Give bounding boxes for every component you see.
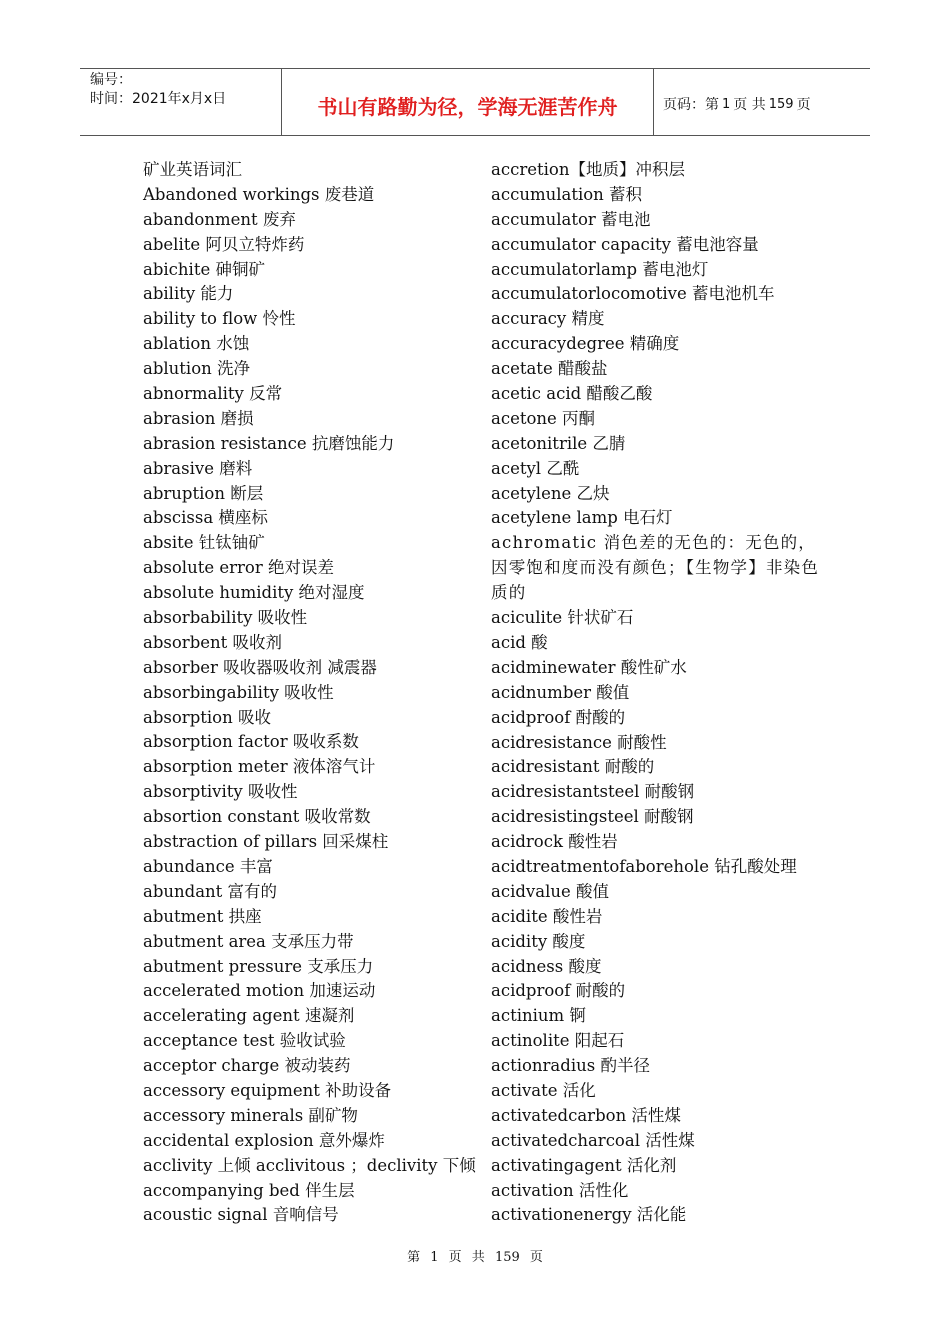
glossary-entry: abundant 富有的: [143, 881, 278, 901]
glossary-entry: accelerating agent 速凝剂: [143, 1006, 355, 1026]
glossary-entry: accumulator 蓄电池: [491, 209, 651, 229]
glossary-entry: accretion【地质】冲积层: [491, 160, 685, 179]
glossary-entry: 矿业英语词汇: [143, 160, 242, 179]
glossary-column-right: [491, 158, 821, 1228]
glossary-entry: accelerated motion 加速运动: [143, 981, 376, 1001]
glossary-entry: achromatic 消色差的无色的：无色的，因零饱和度而没有颜色；【生物学】非染色质的: [491, 533, 820, 603]
glossary-entry: acetate 醋酸盐: [491, 359, 608, 379]
glossary-entry: acidresistantsteel 耐酸钢: [491, 782, 695, 802]
glossary-entry: abruption 断层: [143, 483, 264, 503]
footer-first: 第: [407, 1250, 421, 1265]
glossary-entry: acoustic signal 音响信号: [143, 1205, 339, 1225]
glossary-entry: acidresistingsteel 耐酸钢: [491, 807, 694, 827]
glossary-entry: accumulatorlamp 蓄电池灯: [491, 259, 709, 279]
glossary-entry: aciculite 针状矿石: [491, 608, 634, 628]
glossary-entry: accumulatorlocomotive 蓄电池机车: [491, 284, 775, 304]
glossary-entry: absite 钍钛铀矿: [143, 533, 265, 553]
glossary-entry: absortion constant 吸收常数: [143, 807, 371, 827]
glossary-entry: acid 酸: [491, 632, 548, 652]
glossary-entry: actinium 锕: [491, 1006, 586, 1026]
glossary-entry: abscissa 横座标: [143, 508, 268, 528]
glossary-entry: abichite 砷铜矿: [143, 259, 265, 279]
glossary-entry: accessory equipment 补助设备: [143, 1080, 392, 1100]
page-footer: [0, 1246, 950, 1265]
glossary-entry: ablation 水蚀: [143, 334, 250, 354]
glossary-entry: acclivity 上倾 acclivitous ；declivity 下倾: [143, 1155, 476, 1175]
glossary-entry: abandonment 废弃: [143, 209, 296, 229]
glossary-entry: activation 活性化: [491, 1180, 629, 1200]
doc-code-label: 编号：: [90, 72, 132, 88]
footer-total-word: 共: [471, 1250, 485, 1265]
glossary-entry: actionradius 酌半径: [491, 1056, 650, 1076]
glossary-column-left: [143, 158, 476, 1228]
glossary-entry: activatingagent 活化剂: [491, 1155, 677, 1175]
glossary-entry: acceptance test 验收试验: [143, 1031, 346, 1051]
glossary-entry: accuracy 精度: [491, 309, 605, 329]
glossary-entry: Abandoned workings 废巷道: [143, 184, 375, 204]
glossary-entry: abrasion resistance 抗磨蚀能力: [143, 433, 395, 453]
glossary-entry: acidresistance 耐酸性: [491, 732, 667, 752]
header-motto: 书山有路勤为径，学海无涯苦作舟: [282, 69, 654, 135]
header-meta: [80, 69, 282, 135]
glossary-entry: absorbingability 吸收性: [143, 682, 334, 702]
glossary-entry: acidproof 酎酸的: [491, 707, 626, 727]
glossary-entry: ablution 洗净: [143, 359, 251, 379]
glossary-entry: abundance 丰富: [143, 856, 273, 876]
glossary-entry: activatedcarbon 活性煤: [491, 1105, 681, 1125]
glossary-entry: activate 活化: [491, 1081, 596, 1100]
glossary-entry: absorber 吸收器吸收剂 减震器: [143, 657, 377, 677]
glossary-entry: accumulation 蓄积: [491, 184, 643, 204]
glossary-entry: acidminewater 酸性矿水: [491, 657, 687, 677]
glossary-entry: acidity 酸度: [491, 931, 586, 951]
glossary-entry: acidresistant 耐酸的: [491, 757, 655, 777]
glossary-entry: acidvalue 酸值: [491, 881, 609, 901]
glossary-entry: abutment pressure 支承压力: [143, 956, 374, 976]
glossary-entry: acetonitrile 乙腈: [491, 433, 626, 453]
glossary-entry: ability 能力: [143, 284, 234, 304]
footer-end-word: 页: [529, 1250, 543, 1265]
glossary-entry: acidproof 耐酸的: [491, 981, 626, 1001]
glossary-entry: acidrock 酸性岩: [491, 832, 618, 852]
footer-page-word: 页: [448, 1250, 462, 1265]
page-number: 1: [722, 96, 731, 112]
glossary-entry: abutment 拱座: [143, 906, 262, 926]
glossary-entry: accidental explosion 意外爆炸: [143, 1130, 385, 1150]
glossary-entry: acidite 酸性岩: [491, 906, 603, 926]
glossary-entry: acidness 酸度: [491, 956, 602, 976]
glossary-entry: absorption 吸收: [143, 707, 271, 727]
doc-time-label: 时间：2021年x月x日: [90, 91, 227, 107]
glossary-entry: acetic acid 醋酸乙酸: [491, 384, 653, 404]
footer-total-pages: 159: [494, 1250, 520, 1265]
header-page-info: [654, 69, 870, 135]
glossary-entry: acetylene lamp 电石灯: [491, 508, 673, 528]
page-prefix: 页码：第: [663, 97, 719, 113]
page-mid: 页 共: [733, 97, 766, 113]
glossary-entry: acetone 丙酮: [491, 408, 596, 428]
glossary-entry: accompanying bed 伴生层: [143, 1180, 355, 1200]
glossary-entry: accumulator capacity 蓄电池容量: [491, 234, 759, 254]
glossary-entry: acceptor charge 被动装药: [143, 1056, 351, 1076]
glossary-entry: absolute error 绝对误差: [143, 558, 334, 578]
glossary-entry: accuracydegree 精确度: [491, 334, 680, 354]
glossary-entry: absorbent 吸收剂: [143, 632, 283, 652]
glossary-entry: acetyl 乙酰: [491, 458, 580, 478]
page-suffix: 页: [796, 97, 811, 113]
glossary-entry: acetylene 乙炔: [491, 483, 610, 503]
glossary-entry: ability to flow 怜性: [143, 309, 296, 329]
glossary-entry: accessory minerals 副矿物: [143, 1105, 358, 1125]
glossary-entry: activatedcharcoal 活性煤: [491, 1130, 695, 1150]
footer-page-number: 1: [430, 1250, 439, 1265]
glossary-entry: actinolite 阳起石: [491, 1031, 625, 1051]
glossary-entry: abelite 阿贝立特炸药: [143, 234, 305, 254]
glossary-entry: absorbability 吸收性: [143, 608, 308, 628]
glossary-entry: absorption factor 吸收系数: [143, 732, 359, 752]
glossary-entry: abstraction of pillars 回采煤柱: [143, 832, 389, 852]
page-header: [80, 68, 870, 136]
glossary-entry: acidtreatmentofaborehole 钻孔酸处理: [491, 856, 797, 876]
glossary-entry: abnormality 反常: [143, 384, 283, 404]
glossary-entry: acidnumber 酸值: [491, 682, 630, 702]
glossary-entry: abrasion 磨损: [143, 408, 254, 428]
glossary-entry: abrasive 磨料: [143, 458, 253, 478]
page-total: 159: [768, 96, 794, 112]
glossary-entry: activationenergy 活化能: [491, 1205, 687, 1225]
glossary-entry: abutment area 支承压力带: [143, 931, 354, 951]
glossary-entry: absolute humidity 绝对湿度: [143, 583, 365, 603]
glossary-entry: absorption meter 液体溶气计: [143, 757, 376, 777]
glossary-entry: absorptivity 吸收性: [143, 782, 298, 802]
